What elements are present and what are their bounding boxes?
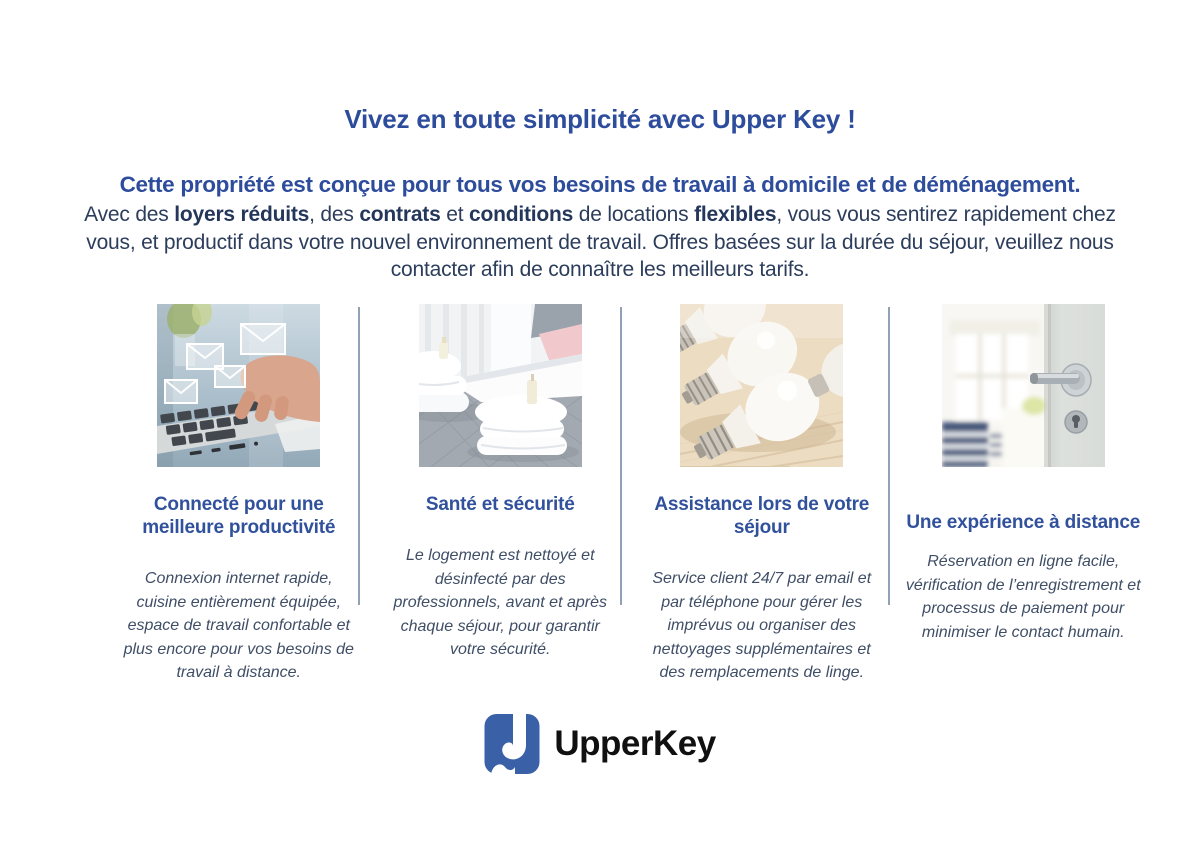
feature-connectivity (108, 304, 370, 685)
column-divider (358, 307, 360, 605)
lightbulbs-photo (680, 304, 843, 467)
intro-section (77, 170, 1123, 284)
intro-paragraph (77, 201, 1123, 284)
feature-body: Service client 24/7 par email et par téléphone pour gérer les imprévus ou organiser des nettoyages supplémentaires et des remplacements de linge. (652, 570, 872, 681)
feature-body: Le logement est nettoyé et désinfecté par des professionnels, avant et après chaque séjour, pour garantir votre sécurité. (393, 547, 607, 658)
upperkey-logo-text: UpperKey (554, 724, 716, 763)
feature-columns (108, 304, 1154, 685)
intro-segment-bold: flexibles (694, 203, 777, 226)
intro-lead: Cette propriété est conçue pour tous vos besoins de travail à domicile et de déménagement. (119, 172, 1081, 197)
feature-remote-experience (893, 304, 1155, 685)
intro-segment-bold: contrats (359, 203, 441, 226)
intro-segment-bold: conditions (468, 203, 574, 226)
intro-segment-bold: loyers réduits (174, 203, 310, 226)
upperkey-logo (0, 711, 1200, 777)
feature-health-safety (370, 304, 632, 685)
intro-segment: Avec des (84, 203, 175, 226)
feature-body: Connexion internet rapide, cuisine entièrement équipée, espace de travail confortable et plus encore pour vos besoins de travail à distance. (123, 570, 354, 681)
feature-heading: Une expérience à distance (906, 512, 1141, 533)
feature-heading: Assistance lors de votre séjour (654, 494, 870, 538)
laptop-typing-emails-photo (157, 304, 320, 467)
feature-heading: Connecté pour une meilleure productivité (142, 494, 336, 538)
intro-segment: de locations (573, 203, 695, 226)
page-title: Vivez en toute simplicité avec Upper Key ! (344, 104, 856, 134)
folded-towels-photo (419, 304, 582, 467)
column-divider (620, 307, 622, 605)
door-handle-photo (942, 304, 1105, 467)
intro-segment: , vous vous sentirez rapidement chez vous, et productif dans votre nouvel environnement de travail. Offres basées sur la durée du séjour, veuillez nous contacter afin de connaître les meilleurs tarifs. (86, 203, 1116, 281)
upperkey-logo-icon (484, 711, 540, 777)
intro-segment: et (440, 203, 469, 226)
feature-body: Réservation en ligne facile, vérification de l’enregistrement et processus de paiement pour minimiser le contact humain. (905, 553, 1141, 641)
feature-heading: Santé et sécurité (425, 494, 575, 515)
column-divider (888, 307, 890, 605)
intro-segment: , des (309, 203, 360, 226)
feature-assistance (631, 304, 893, 685)
